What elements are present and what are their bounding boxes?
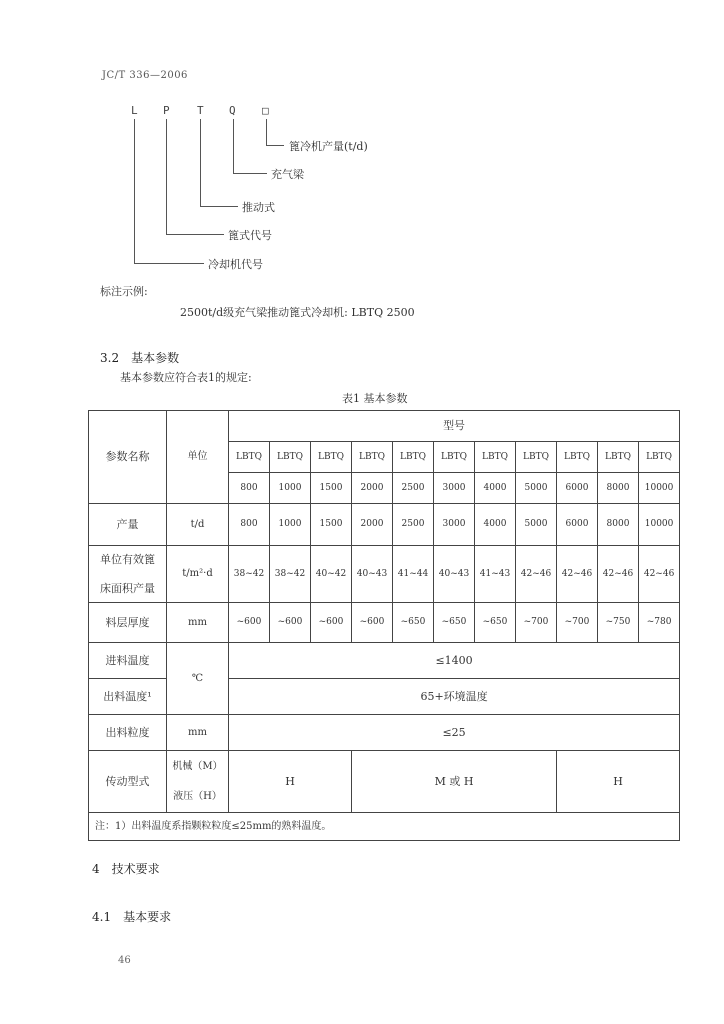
param-name-cell: 出料粒度 [89, 715, 167, 751]
value-cell: 42~46 [598, 546, 639, 603]
model-name-cell: LBTQ [352, 442, 393, 473]
value-cell: 1000 [270, 504, 311, 546]
code-letter-t: T [197, 104, 204, 117]
value-cell: H [229, 751, 352, 813]
value-cell: ~600 [270, 603, 311, 643]
leader-vertical-p [166, 119, 167, 234]
code-letter-l: L [131, 104, 138, 117]
model-size-cell: 3000 [434, 473, 475, 504]
value-cell: 38~42 [270, 546, 311, 603]
section-4-1-heading: 4.1 基本要求 [92, 910, 172, 924]
leader-vertical-l [134, 119, 135, 263]
value-cell: 2500 [393, 504, 434, 546]
param-name-cell: 产量 [89, 504, 167, 546]
table-row-output [89, 504, 680, 546]
value-cell: 6000 [557, 504, 598, 546]
value-cell: 42~46 [557, 546, 598, 603]
value-cell: ~600 [311, 603, 352, 643]
value-cell: 42~46 [516, 546, 557, 603]
value-cell: ~750 [598, 603, 639, 643]
model-name-cell: LBTQ [311, 442, 352, 473]
value-cell: 38~42 [229, 546, 270, 603]
table-row-unit-load [89, 546, 680, 603]
table-row-drive [89, 751, 680, 813]
param-name-cell: 料层厚度 [89, 603, 167, 643]
param-name-line1: 单位有效篦 [100, 552, 155, 566]
table-caption: 表1 基本参数 [342, 392, 408, 405]
code-letter-box: □ [262, 104, 269, 117]
value-cell: 1500 [311, 504, 352, 546]
value-cell: 40~43 [434, 546, 475, 603]
drive-type-mechanical: 机械（M） [172, 760, 223, 772]
label-grate-code: 篦式代号 [228, 229, 272, 242]
table-note: 注：1）出料温度系指颗粒粒度≤25mm的熟料温度。 [89, 813, 680, 841]
value-cell: 5000 [516, 504, 557, 546]
model-size-cell: 5000 [516, 473, 557, 504]
value-cell: ~700 [557, 603, 598, 643]
value-cell: M 或 H [352, 751, 557, 813]
value-cell: 41~43 [475, 546, 516, 603]
unit-cell: mm [167, 715, 229, 751]
model-size-cell: 6000 [557, 473, 598, 504]
value-cell: H [557, 751, 680, 813]
table-row-inlet-temp [89, 643, 680, 679]
page-number: 46 [118, 955, 131, 966]
value-cell: ≤25 [229, 715, 680, 751]
value-cell: 40~43 [352, 546, 393, 603]
value-cell: 2000 [352, 504, 393, 546]
value-cell: 4000 [475, 504, 516, 546]
example-title: 标注示例: [100, 285, 148, 298]
model-size-cell: 4000 [475, 473, 516, 504]
param-name-cell: 出料温度¹ [89, 679, 167, 715]
leader-horizontal-t [200, 206, 238, 207]
table-header-row [89, 411, 680, 442]
value-cell: ≤1400 [229, 643, 680, 679]
table-note-row [89, 813, 680, 841]
value-cell: 3000 [434, 504, 475, 546]
leader-horizontal-q [233, 173, 267, 174]
leader-vertical-t [200, 119, 201, 206]
value-cell: ~700 [516, 603, 557, 643]
param-name-cell: 传动型式 [89, 751, 167, 813]
value-cell: ~650 [393, 603, 434, 643]
leader-horizontal-p [166, 234, 224, 235]
header-param-name: 参数名称 [89, 411, 167, 504]
value-cell: ~650 [434, 603, 475, 643]
parameter-table [88, 410, 680, 841]
table-row-bed-depth [89, 603, 680, 643]
model-name-cell: LBTQ [598, 442, 639, 473]
value-cell: ~650 [475, 603, 516, 643]
value-cell: 8000 [598, 504, 639, 546]
model-name-cell: LBTQ [557, 442, 598, 473]
table-row-particle [89, 715, 680, 751]
value-cell: ~780 [639, 603, 680, 643]
param-name-cell [89, 546, 167, 603]
unit-cell: ℃ [167, 643, 229, 715]
value-cell: 40~42 [311, 546, 352, 603]
model-name-cell: LBTQ [270, 442, 311, 473]
param-name-cell: 进料温度 [89, 643, 167, 679]
model-name-cell: LBTQ [475, 442, 516, 473]
model-size-cell: 800 [229, 473, 270, 504]
unit-cell: mm [167, 603, 229, 643]
header-model: 型号 [229, 411, 680, 442]
model-name-cell: LBTQ [434, 442, 475, 473]
model-size-cell: 8000 [598, 473, 639, 504]
model-size-cell: 2000 [352, 473, 393, 504]
model-name-cell: LBTQ [516, 442, 557, 473]
model-size-cell: 1500 [311, 473, 352, 504]
section-3-2-heading: 3.2 基本参数 [100, 351, 180, 365]
unit-cell: t/d [167, 504, 229, 546]
label-air-beam: 充气梁 [271, 168, 304, 181]
model-name-cell: LBTQ [639, 442, 680, 473]
section-3-2-intro: 基本参数应符合表1的规定: [120, 371, 252, 384]
value-cell: 10000 [639, 504, 680, 546]
model-size-cell: 1000 [270, 473, 311, 504]
model-name-cell: LBTQ [393, 442, 434, 473]
leader-horizontal-l [134, 263, 204, 264]
unit-cell: t/m²·d [167, 546, 229, 603]
section-4-heading: 4 技术要求 [92, 862, 160, 876]
value-cell: ~600 [352, 603, 393, 643]
value-cell: 65+环境温度 [229, 679, 680, 715]
value-cell: 41~44 [393, 546, 434, 603]
example-text: 2500t/d级充气梁推动篦式冷却机: LBTQ 2500 [180, 306, 415, 319]
leader-vertical-q [233, 119, 234, 173]
model-size-cell: 2500 [393, 473, 434, 504]
value-cell: 800 [229, 504, 270, 546]
label-output: 篦冷机产量(t/d) [289, 140, 368, 153]
param-name-line2: 床面积产量 [100, 582, 155, 595]
drive-type-cell [167, 751, 229, 813]
label-push-type: 推动式 [242, 201, 275, 214]
label-cooler-code: 冷却机代号 [208, 258, 263, 271]
value-cell: ~600 [229, 603, 270, 643]
code-letter-q: Q [229, 104, 236, 117]
standard-code: JC/T 336—2006 [102, 70, 188, 81]
leader-vertical-box [266, 119, 267, 145]
code-letter-p: P [163, 104, 170, 117]
value-cell: 42~46 [639, 546, 680, 603]
model-name-cell: LBTQ [229, 442, 270, 473]
drive-type-hydraulic: 液压（H） [173, 790, 222, 802]
header-unit: 单位 [167, 411, 229, 504]
model-size-cell: 10000 [639, 473, 680, 504]
leader-horizontal-box [266, 145, 284, 146]
